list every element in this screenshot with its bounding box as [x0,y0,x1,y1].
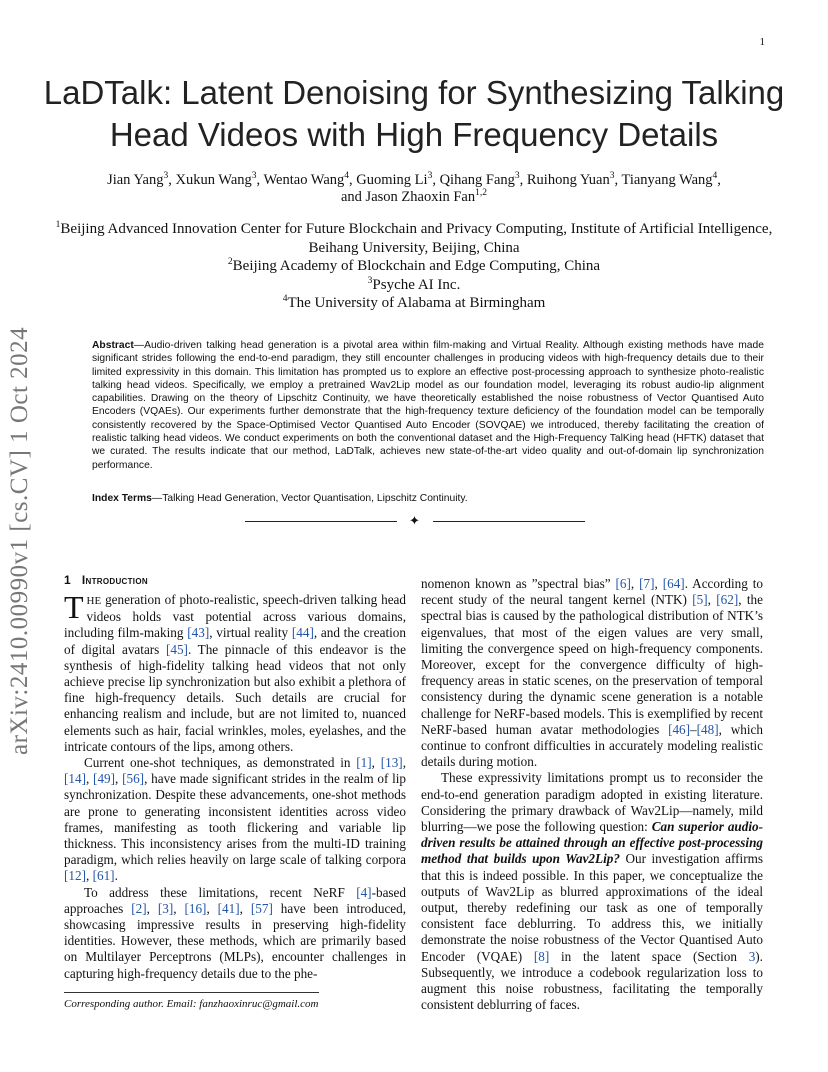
body-text: . According to recent study of the neural tangent kernel (NTK) [421,576,764,608]
affiliation-text: Beijing Academy of Blockchain and Edge Computing, China [232,258,601,274]
intro-paragraph-1 [64,589,406,755]
citation-link[interactable]: [16] [184,900,207,916]
body-text: , and the creation of digital avatars [64,625,406,657]
citation-link[interactable]: [8] [533,948,550,964]
citation-link[interactable]: [4] [356,884,372,900]
footnote: Corresponding author. Email: fanzhaoxinruc@gmail.com [64,998,319,1010]
citation-link[interactable]: [5] [692,592,708,608]
citation-link[interactable]: [62] [716,592,739,608]
citation-link[interactable]: [41] [217,900,240,916]
affiliation [40,257,788,276]
left-column [64,589,407,982]
arxiv-identifier: arXiv:2410.00990v1 [cs.CV] 1 Oct 2024 [6,326,33,755]
author: Tianyang Wang [621,172,713,188]
section-number: 1 [64,573,71,587]
citation-link[interactable]: [6] [615,576,631,591]
body-text: To address these limitations, recent NeRF [84,884,357,900]
author-affiliation-mark: 3 [427,171,433,182]
body-text: These expressivity limitations prompt us to reconsider the end-to-end generation paradigm adopted in existing literature. Considering the primary drawback of Wav2Lip—namely, mild blurring—we pose the following question: [421,770,763,835]
body-text: Current one-shot techniques, as demonstrated in [84,755,357,771]
body-text: , have made significant strides in the realm of lip synchronization. Despite these advancements, one-shot methods are prone to generating inconsistent identities across video frames, manifesting as tooth flickering and variable lip thickness. This inconsistency arises from the multi-ID training paradigm, which relies heavily on large scale of talking corpora [64,771,407,868]
author-list: Jian Yang$^3$, Xukun Wang$^3$, Wentao Wang$^4$, Guoming Li$^3$, Qihang Fang$^3$, Ruihong Yuan$^3$, Tianyang Wang$^4$, and Jason Zhaoxin Fan$^{1,2}$ [107,171,721,205]
body-text: , [85,771,94,787]
body-text: , [115,771,123,787]
body-text: ). Subsequently, we introduce a codebook regularization loss to augment this noise robustness, facilitating the temporally consistent deblurring of faces. [421,948,763,1013]
author-affiliation-mark: 4 [712,171,718,182]
affiliation-mark: 1 [55,220,61,230]
paper-title: LaDTalk: Latent Denoising for Synthesizing Talking Head Videos with High Frequency Details [43,74,785,153]
author: Ruihong Yuan [526,172,610,188]
affiliation-text: The University of Alabama at Birmingham [287,295,546,311]
body-text: generation of photo-realistic, speech-driven talking head videos holds vast potential across various domains, including film-making [64,592,406,641]
divider-rule-left [245,521,397,522]
body-text: , virtual reality [209,625,292,641]
body-text: , [707,592,717,608]
affiliation-text: Psyche AI Inc. [372,276,461,293]
body-text: , [630,576,640,591]
drop-cap: T [64,589,84,625]
citation-link[interactable]: [14] [64,771,86,787]
smallcaps-lead: HE [86,595,102,607]
body-text: , [402,755,406,771]
citation-link[interactable]: [46] [668,721,691,737]
index-terms [92,493,764,504]
author: and Jason Zhaoxin Fan [341,189,476,205]
section-divider [245,515,585,531]
section-heading [64,573,148,587]
citation-link[interactable]: [1] [356,755,372,771]
divider-rule-right [433,521,585,522]
author-affiliation-mark: 4 [344,171,350,182]
author: Jian Yang [107,172,164,188]
body-text: -based approaches [64,884,406,916]
body-text: Our investigation affirms that this is indeed possible. In this paper, we conceptualize the outputs of Wav2Lip as blurred approximations of the ideal output, thereby redefining our task as one of temporally consistent face deblurring. To address this, we initially demonstrate the noise robustness of the Vector Quantised Auto Encoder (VQAE) [421,851,763,964]
body-text: . The pinnacle of this endeavor is the synthesis of high-fidelity talking head videos that not only achieve precise lip synchronization but also exhibit a plethora of fine high-frequency details. Such details are crucial for enhancing realism and include, but are not limited to, nuanced elements such as hair, facial wrinkles, moles, eyelashes, and the intricate contours of the lips, among others. [64,641,406,754]
author: Guoming Li [356,172,428,188]
author: Xukun Wang [175,172,252,188]
research-question: Can superior audio-driven results be attained through an effective post-processing method that builds upon Wav2Lip? [421,819,763,867]
body-text: , the spectral bias is caused by the pathological distribution of NTK’s eigenvalues, that most of the eigen values are very small, limiting the convergence speed on high-frequency components. Moreover, except for the convergence difficulty of high-frequency areas in static scenes, on the preservation of temporal consistency during the dynamic scene generation is a notable challenge for NeRF-based models. This is exemplified by recent NeRF-based human avatar methodologies [421,592,764,737]
affiliation [40,294,788,313]
citation-link[interactable]: [64] [662,576,685,591]
intro-paragraph-5 [421,770,763,1013]
citation-link[interactable]: [56] [122,771,145,787]
affiliation-text: Beijing Advanced Innovation Center for Future Blockchain and Privacy Computing, Institute of Artificial Intelligence, Beihang University, Beijing, China [60,221,773,256]
index-terms-label: Index Terms [92,493,152,504]
body-text: have been introduced, showcasing impressive results in preserving high-fidelity identities. However, these methods, which are primarily based on Multilayer Perceptrons (MLPs), encounter challenges in capturing high-frequency details due to the phe- [64,900,407,981]
abstract [92,339,764,472]
citation-link[interactable]: [49] [93,771,116,787]
body-text: , [206,900,218,916]
affiliation-list [40,220,788,313]
body-text: nomenon known as ”spectral bias” [421,576,616,591]
author-affiliation-mark: 3 [514,171,520,182]
body-text: , [146,900,158,916]
index-terms-text: —Talking Head Generation, Vector Quantisation, Lipschitz Continuity. [151,493,468,504]
citation-link[interactable]: [3] [157,900,174,916]
page-number: 1 [759,36,765,48]
author-affiliation-mark: 3 [163,171,169,182]
author-affiliation-mark: 3 [251,171,257,182]
citation-link[interactable]: [7] [639,576,655,591]
body-text: , which continue to confront difficulties in accurately modeling realistic details during motion. [421,721,763,770]
citation-link[interactable]: [43] [187,625,210,641]
affiliation-mark: 4 [282,294,288,304]
citation-link[interactable]: [44] [291,625,314,641]
body-text: , [173,900,185,916]
body-text: , [371,755,381,771]
citation-link[interactable]: [48] [696,721,719,737]
affiliation [40,220,788,257]
body-text: – [690,721,697,737]
affiliation-mark: 2 [227,257,233,267]
author-affiliation-mark: 1,2 [475,188,487,199]
author-affiliation-mark: 3 [609,171,615,182]
intro-paragraph-3 [64,885,406,982]
citation-link[interactable]: [45] [165,641,188,657]
affiliation-mark: 3 [367,275,373,286]
abstract-text: —Audio-driven talking head generation is a pivotal area within film-making and Virtual Reality. Although existing methods have made significant strides following the end-to-end paradigm, they still encounter challenges in producing videos with high-frequency details due to their limited expressivity in this domain. This limitation has prompted us to explore an effective post-processing approach to synthesize photo-realistic talking head videos. Specifically, we employ a pretrained Wav2Lip model as our foundation model, leveraging its robust audio-lip alignment capabilities. Drawing on the theory of Lipschitz Continuity, we have theoretically established the noise robustness of Vector Quantised Auto Encoders (VQAEs). Our experiments further demonstrate that the high-frequency texture deficiency of the foundation model can be temporally consistently recovered by the Space-Optimised Vector Quantised Auto Encoder (SOVQAE) we introduced, thereby facilitating the creation of realistic talking head videos. We conduct experiments on both the conventional dataset and the High-Frequency TalKing head (HFTK) dataset that we curated. The results indicate that our method, LaDTalk, achieves new state-of-the-art video quality and out-of-domain lip synchronization performance. [92,340,764,471]
intro-paragraph-4 [421,576,763,770]
abstract-label: Abstract [92,340,134,351]
citation-link[interactable]: [57] [250,900,273,916]
author: Wentao Wang [263,172,345,188]
citation-link[interactable]: [12] [64,868,86,884]
citation-link[interactable]: [13] [380,755,403,771]
diamond-icon: ✦ [409,513,420,528]
section-title: Introduction [81,573,148,587]
citation-link[interactable]: 3 [748,948,756,964]
body-text: , [654,576,663,591]
body-text: . [114,868,118,884]
intro-paragraph-2 [64,755,406,885]
citation-link[interactable]: [2] [131,900,147,916]
citation-link[interactable]: [61] [92,868,115,884]
right-column [421,576,763,1013]
body-text: in the latent space (Section [549,948,749,964]
author: Qihang Fang [439,172,515,188]
body-text: , [239,900,251,916]
body-text: , [85,868,93,884]
footnote-rule [64,992,319,993]
affiliation [40,276,788,295]
